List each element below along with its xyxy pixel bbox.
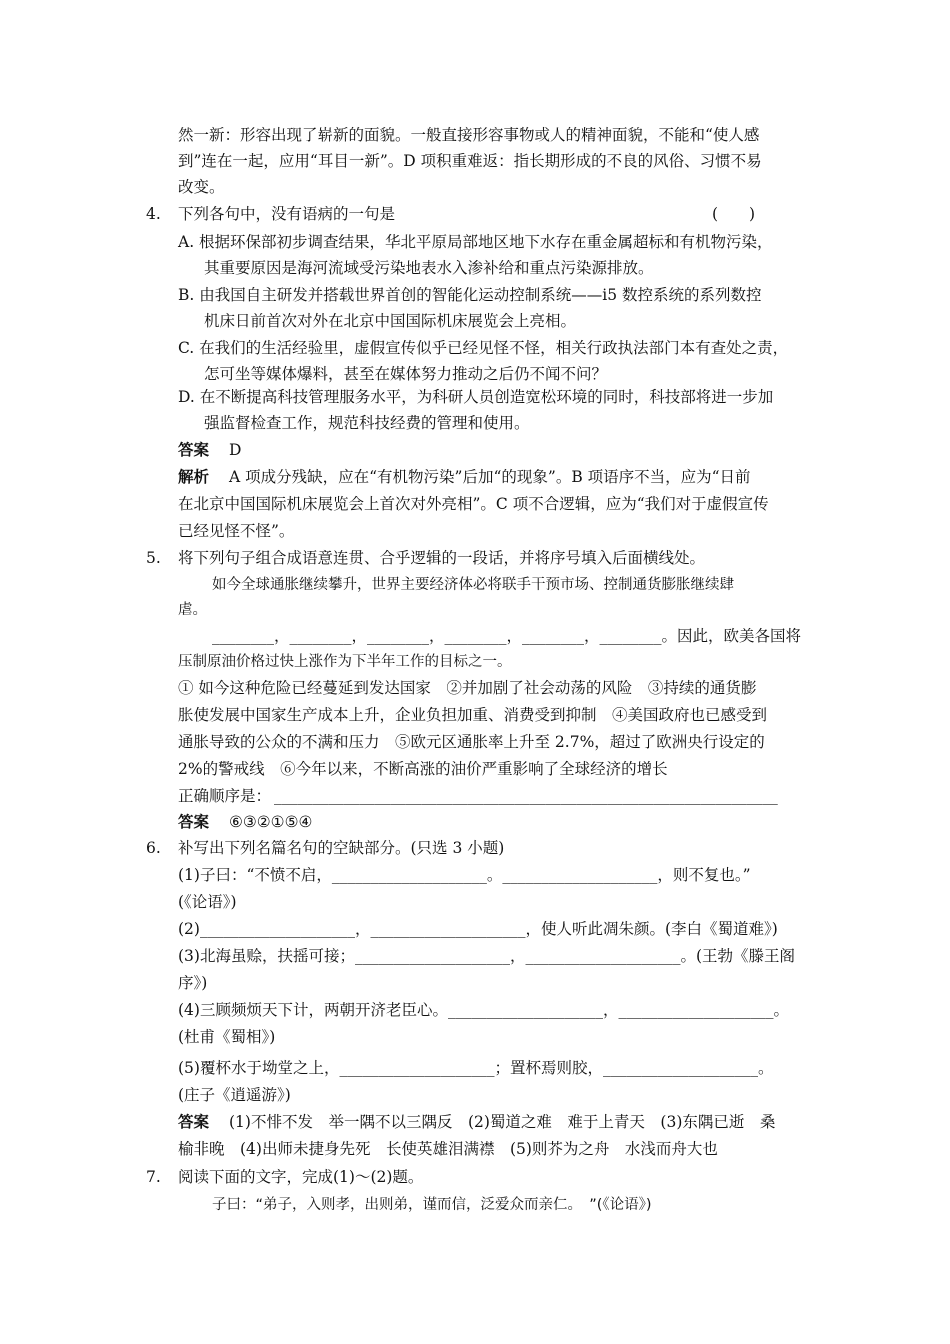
q5-order-label: 正确顺序是： — [178, 787, 272, 805]
q6-answer-line1: (1)不悱不发 举一隅不以三隅反 (2)蜀道之难 难于上青天 (3)东隅已逝 桑 — [229, 1113, 776, 1131]
q4-stem: 下列各句中，没有语病的一句是 — [178, 205, 396, 223]
q4-option-b-line2: 机床日前首次对外在北京中国国际机床展览会上亮相。 — [204, 312, 577, 330]
q5-answer-label: 答案 — [178, 812, 210, 831]
q5-passage-line1: 如今全球通胀继续攀升，世界主要经济体必将联手干预市场、控制通货膨胀继续肆 — [212, 577, 734, 593]
q4-option-a-line1: A. 根据环保部初步调查结果，华北平原局部地区地下水存在重金属超标和有机物污染， — [178, 233, 773, 251]
intro-line-2: 到”连在一起，应用“耳目一新”。D 项积重难返：指长期形成的不良的风俗、习惯不易 — [178, 152, 762, 170]
q4-analysis-line3: 已经见怪不怪”。 — [178, 522, 295, 540]
q7-stem: 阅读下面的文字，完成(1)～(2)题。 — [178, 1168, 424, 1186]
q5-blanks-line: ________，________，________，________，________，________。因此，欧美各国将 — [212, 627, 802, 645]
q6-line-6: (4)三顾频烦天下计，两朝开济老臣心。____________________，____________________。 — [178, 1001, 789, 1019]
q6-stem: 补写出下列名篇名句的空缺部分。(只选 3 小题) — [178, 839, 505, 857]
q5-items-line1: ① 如今这种危险已经蔓延到发达国家 ②并加剧了社会动荡的风险 ③持续的通货膨 — [178, 679, 757, 697]
q6-answer-label: 答案 — [178, 1112, 210, 1131]
q5-number: 5. — [146, 549, 161, 567]
q5-passage-line2: 虐。 — [178, 602, 207, 618]
q6-line-2: (《论语》) — [178, 893, 237, 911]
q7-number: 7. — [146, 1168, 161, 1186]
q5-items-line4: 2%的警戒线 ⑥今年以来，不断高涨的油价严重影响了全球经济的增长 — [178, 760, 668, 778]
q4-option-d-line1: D. 在不断提高科技管理服务水平，为科研人员创造宽松环境的同时，科技部将进一步加 — [178, 388, 774, 406]
q5-blanks-line2: 压制原油价格过快上涨作为下半年工作的目标之一。 — [178, 654, 512, 670]
q6-line-7: (杜甫《蜀相》) — [178, 1028, 276, 1046]
q6-answer-line2: 榆非晚 (4)出师未捷身先死 长使英雄泪满襟 (5)则芥为之舟 水浅而舟大也 — [178, 1140, 718, 1158]
q4-option-d-line2: 强监督检查工作，规范科技经费的管理和使用。 — [204, 414, 530, 432]
q6-line-9: (庄子《逍遥游》) — [178, 1086, 291, 1104]
q6-line-1: (1)子曰：“不愤不启，____________________。____________________，则不复也。” — [178, 866, 751, 884]
q4-analysis-line2: 在北京中国国际机床展览会上首次对外亮相”。C 项不合逻辑，应为“我们对于虚假宣传 — [178, 495, 769, 513]
intro-line-3: 改变。 — [178, 178, 225, 196]
q4-option-b-line1: B. 由我国自主研发并搭载世界首创的智能化运动控制系统——i5 数控系统的系列数控 — [178, 286, 762, 304]
q5-items-line2: 胀使发展中国家生产成本上升，企业负担加重、消费受到抑制 ④美国政府也已感受到 — [178, 706, 768, 724]
q6-number: 6. — [146, 839, 161, 857]
q5-items-line3: 通胀导致的公众的不满和压力 ⑤欧元区通胀率上升至 2.7%，超过了欧洲央行设定的 — [178, 733, 765, 751]
q5-stem: 将下列句子组合成语意连贯、合乎逻辑的一段话，并将序号填入后面横线处。 — [178, 549, 706, 567]
q6-line-5: 序》) — [178, 974, 208, 992]
intro-line-1: 然一新：形容出现了崭新的面貌。一般直接形容事物或人的精神面貌，不能和“使人感 — [178, 126, 760, 144]
q4-analysis-line1: A 项成分残缺，应在“有机物污染”后加“的现象”。B 项语序不当，应为“日前 — [229, 468, 751, 486]
q4-answer: D — [229, 441, 242, 459]
q4-answer-label: 答案 — [178, 440, 210, 459]
q5-order-blank: _________________________________________________________________ — [274, 787, 778, 805]
q6-line-8: (5)覆杯水于坳堂之上，____________________；置杯焉则胶，____________________。 — [178, 1059, 774, 1077]
q4-option-c-line2: 怎可坐等媒体爆料，甚至在媒体努力推动之后仍不闻不问？ — [204, 365, 608, 383]
q4-analysis-label: 解析 — [178, 467, 210, 486]
q7-quote: 子曰：“弟子，入则孝，出则弟，谨而信，泛爱众而亲仁。 ”(《论语》) — [212, 1197, 652, 1213]
q6-line-3: (2)____________________，____________________，使人听此凋朱颜。(李白《蜀道难》) — [178, 920, 778, 938]
q4-answer-bracket: ( ) — [712, 205, 756, 223]
q4-option-a-line2: 其重要原因是海河流域受污染地表水入渗补给和重点污染源排放。 — [204, 259, 654, 277]
q5-answer: ⑥③②①⑤④ — [229, 813, 313, 831]
q4-number: 4. — [146, 205, 161, 223]
q4-option-c-line1: C. 在我们的生活经验里，虚假宣传似乎已经见怪不怪，相关行政执法部门本有查处之责， — [178, 339, 789, 357]
q6-line-4: (3)北海虽赊，扶摇可接；____________________，____________________。(王勃《滕王阁 — [178, 947, 796, 965]
